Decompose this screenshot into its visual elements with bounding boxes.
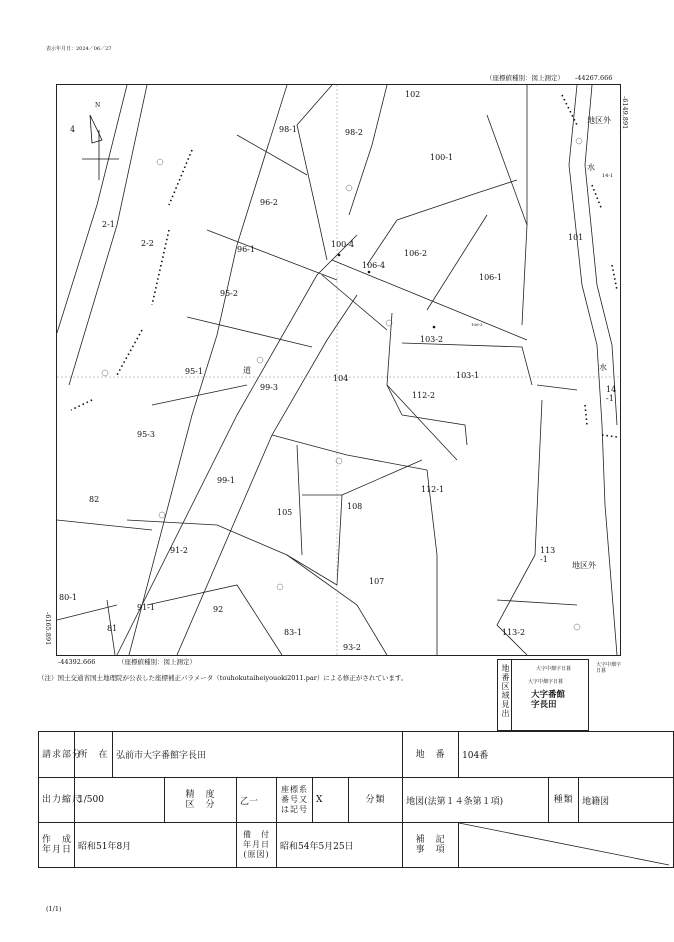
parcel-108: 108 <box>347 502 363 511</box>
scale-label: 出力縮尺 <box>39 778 75 823</box>
page-footer: (1/1) <box>46 905 62 913</box>
parcel-113-1: 113 -1 <box>540 546 556 564</box>
coord-right-vertical: -6149.891 <box>621 96 629 130</box>
parcel-113-2: 113-2 <box>502 628 526 637</box>
parcel-100-4: 100-4 <box>331 240 355 249</box>
parcel-95-2: 95-2 <box>220 289 238 298</box>
boundary-legend-box <box>497 659 589 731</box>
parcel-2-1: 2-1 <box>102 220 115 229</box>
coord-left-vertical: -6165.891 <box>44 612 52 646</box>
parcel-101: 101 <box>568 233 584 242</box>
info-table <box>38 731 674 868</box>
footnote: （注）国土交通省国土地理院が公表した座標補正パラメータ（touhokutaiheiyouoki2011.par）による修正がされています。 <box>38 674 408 682</box>
parcel-106-1: 106-1 <box>479 273 503 282</box>
parcel-112-2: 112-2 <box>412 391 436 400</box>
parcel-103-2: 103-2 <box>420 335 444 344</box>
notes-label: 補 記 事 項 <box>403 823 459 868</box>
class-label: 分類 <box>349 778 403 823</box>
coord-type-note-top: （座標値種別：図上測定） <box>486 74 564 82</box>
parcel-80-1: 80-1 <box>59 593 77 602</box>
parcel-106-3: 106-3 <box>471 322 483 327</box>
parcel-2-2: 2-2 <box>141 239 154 248</box>
requester-label: 請求部分 <box>39 732 75 778</box>
notes-diagonal <box>459 823 669 865</box>
coord-system-label: 座標系 番号又 は記号 <box>277 778 313 823</box>
parcel-99-3: 99-3 <box>260 383 278 392</box>
outside-district-label-2: 地区外 <box>572 561 596 570</box>
coord-type-note-bottom: （座標値種別：図上測定） <box>118 658 196 666</box>
parcel-91-2: 91-2 <box>170 546 188 555</box>
boundary-outside-note: 大字中畑字 日暮 <box>596 662 622 674</box>
map-lines <box>57 85 620 655</box>
parcel-98-2: 98-2 <box>345 128 363 137</box>
parcel-93-2: 93-2 <box>343 643 361 652</box>
parcel-103-1: 103-1 <box>456 371 480 380</box>
parcel-106-4: 106-4 <box>362 261 386 270</box>
boundary-legend-title: 地番区域見出 <box>501 664 510 718</box>
parcel-4: 4 <box>70 125 76 134</box>
coord-bottom-left: -44392.666 <box>58 658 96 666</box>
parcel-102: 102 <box>405 90 421 99</box>
coord-system-value: X <box>313 778 349 823</box>
parcel-104: 104 <box>333 374 349 383</box>
boundary-legend-line2: 大字中畑字日暮 <box>528 679 564 685</box>
location-value: 弘前市大字番館字長田 <box>113 732 403 778</box>
created-value: 昭和51年8月 <box>75 823 237 868</box>
water-label-2: 水 <box>599 363 607 372</box>
notes-value <box>459 823 674 868</box>
type-label: 種類 <box>549 778 579 823</box>
parcel-91-1: 91-1 <box>137 603 155 612</box>
parcel-106-2: 106-2 <box>404 249 428 258</box>
parcel-107: 107 <box>369 577 385 586</box>
location-label: 所 在 <box>75 732 113 778</box>
remarks-value: 昭和54年5月25日 <box>277 823 403 868</box>
parcel-100-1: 100-1 <box>430 153 454 162</box>
outside-district-label-1: 地区外 <box>587 116 611 125</box>
parcel-82: 82 <box>89 495 100 504</box>
created-label: 作 成 年月日 <box>39 823 75 868</box>
accuracy-label: 精 度 区 分 <box>165 778 237 823</box>
type-value: 地籍図 <box>579 778 674 823</box>
parcel-92: 92 <box>213 605 224 614</box>
water-label-1: 水 <box>587 163 595 172</box>
parcel-99-1: 99-1 <box>217 476 235 485</box>
lot-value: 104番 <box>459 732 674 778</box>
parcel-14-1: 14 -1 <box>606 385 617 403</box>
scale-value: 1/500 <box>75 778 165 823</box>
boundary-legend-main: 大字番館 字長田 <box>531 690 566 710</box>
parcel-95-1: 95-1 <box>185 367 203 376</box>
parcel-95-3: 95-3 <box>137 430 155 439</box>
road-label: 道 <box>243 366 251 375</box>
class-value: 地図(法第１４条第１項) <box>403 778 549 823</box>
coord-top-right: -44267.666 <box>575 74 613 82</box>
north-label: N <box>95 102 101 109</box>
cadastral-map <box>56 84 621 656</box>
remarks-label: 備 付 年月日 (原図) <box>237 823 277 868</box>
parcel-81: 81 <box>107 624 118 633</box>
accuracy-value: 乙一 <box>237 778 277 823</box>
parcel-96-1: 96-1 <box>237 245 255 254</box>
lot-label: 地 番 <box>403 732 459 778</box>
parcel-96-2: 96-2 <box>260 198 278 207</box>
parcel-112-1: 112-1 <box>421 485 445 494</box>
parcel-98-1: 98-1 <box>279 125 297 134</box>
parcel-105: 105 <box>277 508 293 517</box>
boundary-legend-line1: 大字中畑字日暮 <box>536 666 572 672</box>
display-date: 表示年月日：2024／06／27 <box>46 46 112 52</box>
parcel-83-1: 83-1 <box>284 628 302 637</box>
parcel-14-1-small: 14-1 <box>602 173 614 179</box>
